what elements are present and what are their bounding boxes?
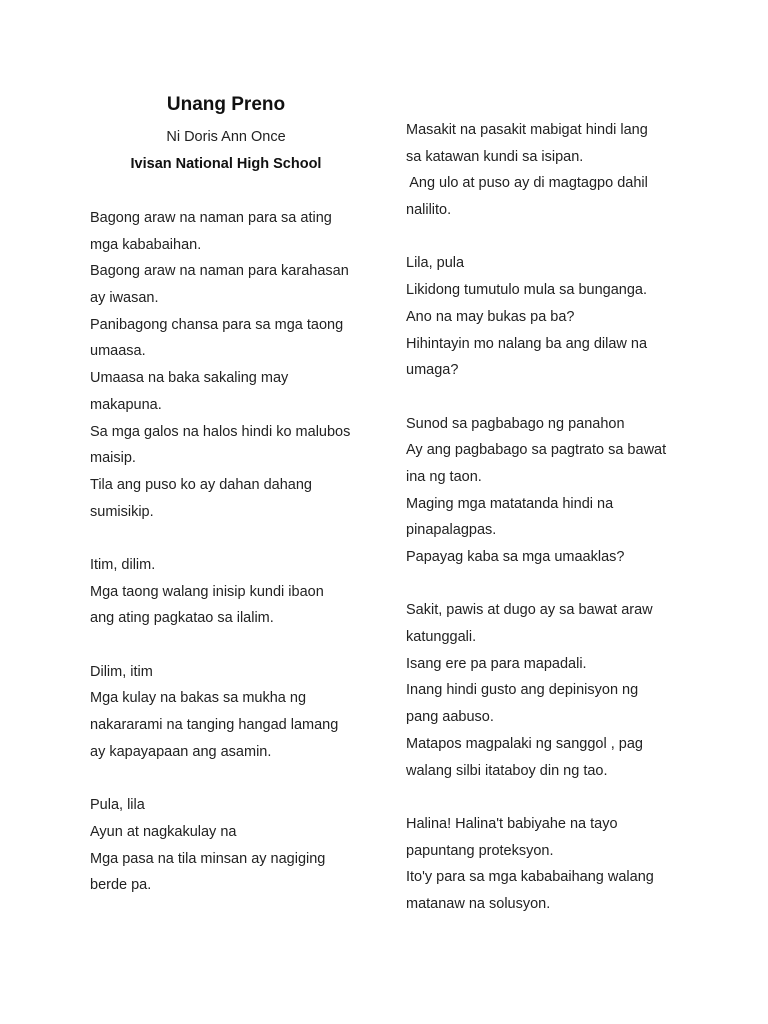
poem-line: Bagong araw na naman para sa ating — [90, 210, 332, 226]
poem-line: Sunod sa pagbabago ng panahon — [406, 415, 625, 432]
poem-line: Itim, dilim. — [90, 556, 156, 573]
poem-line: Ay ang pagbabago sa pagtrato sa bawat — [406, 442, 667, 459]
poem-line: matanaw na solusyon. — [406, 895, 551, 912]
poem-line: Likidong tumutulo mula sa bunganga. — [406, 282, 648, 299]
poem-line: nakararami na tanging hangad lamang — [90, 717, 339, 734]
poem-line: walang silbi itataboy din ng tao. — [406, 762, 608, 779]
poem-line: pang aabuso. — [406, 709, 494, 726]
poem-line: Isang ere pa para mapadali. — [406, 655, 587, 672]
poem-line: sa katawan kundi sa isipan. — [406, 148, 584, 165]
poem-line — [90, 632, 350, 659]
poem-line: Dilim, itim — [90, 663, 153, 680]
poem-line: Hihintayin mo nalang ba ang dilaw na — [406, 335, 648, 352]
poem-line: berde pa. — [90, 877, 152, 894]
poem-line: Papayag kaba sa mga umaaklas? — [406, 549, 625, 565]
right-stanzas — [406, 117, 666, 918]
poem-line: Ayun at nagkakulay na — [90, 823, 237, 840]
poem-line: katunggali. — [406, 629, 477, 646]
poem-line — [90, 525, 350, 552]
poem-line: Ano na may bukas pa ba? — [406, 308, 575, 325]
poem-line: Matapos magpalaki ng sanggol , pag — [406, 735, 643, 752]
poem-line: makapuna. — [90, 396, 162, 413]
poem-line: Inang hindi gusto ang depinisyon ng — [406, 682, 639, 699]
poem-line: Mga kulay na bakas sa mukha ng — [90, 690, 307, 707]
poem-line: ina ng taon. — [406, 468, 482, 485]
poem-line: Ito'y para sa mga kababaihang walang — [406, 869, 654, 886]
poem-line: ay iwasan. — [90, 290, 159, 307]
poem-line — [406, 571, 666, 598]
school-name: Ivisan National High School — [130, 156, 322, 172]
poem-line: umaga? — [406, 362, 459, 379]
poem-line: Sakit, pawis at dugo ay sa bawat araw — [406, 602, 653, 619]
poem-line: Lila, pula — [406, 255, 465, 272]
poem-line: nalilito. — [406, 202, 452, 219]
poem-author: Ni Doris Ann Once — [166, 129, 286, 145]
poem-line — [90, 765, 350, 792]
poem-line: Bagong araw na naman para karahasan — [90, 263, 349, 280]
poem-line: Maging mga matatanda hindi na — [406, 495, 614, 512]
poem-line: mga kababaihan. — [90, 236, 202, 253]
poem-line — [406, 224, 666, 251]
poem-line — [406, 784, 666, 811]
poem-line: Mga taong walang inisip kundi ibaon — [90, 583, 324, 600]
poem-line: umaasa. — [90, 343, 146, 360]
poem-line: pinapalagpas. — [406, 522, 497, 539]
poem-line: papuntang proteksyon. — [406, 842, 554, 859]
poem-line: ay kapayapaan ang asamin. — [90, 743, 272, 760]
poem-title: Unang Preno — [166, 94, 286, 115]
poem-line: sumisikip. — [90, 503, 154, 520]
poem-line: maisip. — [90, 450, 136, 467]
poem-line: Panibagong chansa para sa mga taong — [90, 316, 344, 333]
poem-line — [406, 384, 666, 411]
left-stanzas — [90, 205, 350, 899]
poem-line: ang ating pagkatao sa ilalim. — [90, 610, 274, 627]
poem-line: Pula, lila — [90, 797, 145, 814]
poem-line: Masakit na pasakit mabigat hindi lang — [406, 122, 648, 138]
poem-line: Ang ulo at puso ay di magtagpo dahil — [406, 175, 648, 192]
poem-line: Umaasa na baka sakaling may — [90, 370, 289, 387]
poem-line: Sa mga galos na halos hindi ko malubos — [90, 423, 351, 440]
poem-line: Mga pasa na tila minsan ay nagiging — [90, 850, 326, 867]
poem-line: Tila ang puso ko ay dahan dahang — [90, 476, 312, 493]
poem-line: Halina! Halina't babiyahe na tayo — [406, 815, 618, 832]
